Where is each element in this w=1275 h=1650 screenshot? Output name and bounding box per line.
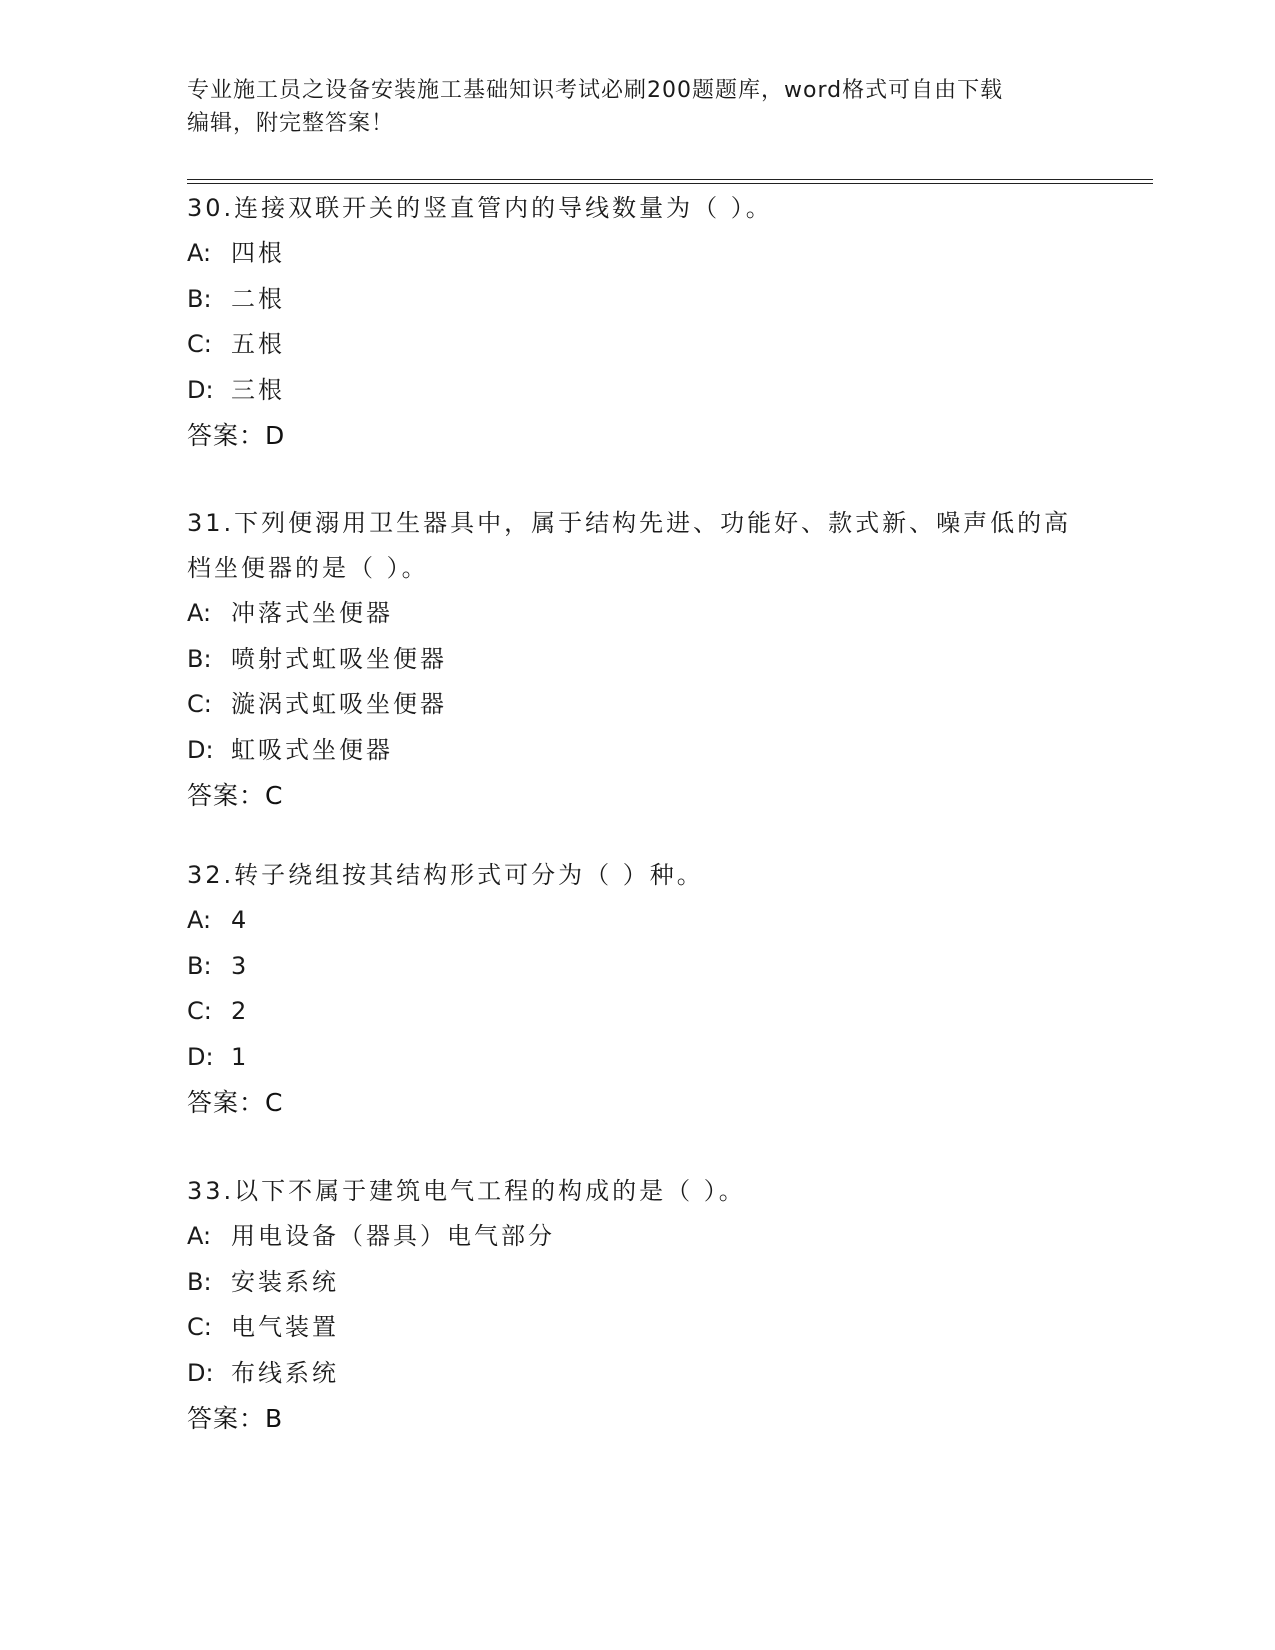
answer-line: 答案：B [187,1404,284,1434]
answer-line: 答案：C [187,1088,284,1118]
header-divider-bottom [187,183,1153,184]
option-letter: A: [187,599,212,627]
option-a [187,231,1087,277]
option-letter: A: [187,239,212,267]
header-line-1: 专业施工员之设备安装施工基础知识考试必刷200题题库，word格式可自由下载 [187,78,1004,103]
option-c [187,682,1087,728]
option-letter: D: [187,375,214,404]
option-b [187,277,1087,323]
option-c [187,322,1087,368]
option-letter: C: [187,1313,212,1342]
option-b [187,637,1087,683]
question-text: 30.连接双联开关的竖直管内的导线数量为（ ）。 [187,194,773,222]
option-text: 电气装置 [231,1313,339,1342]
option-text: 冲落式坐便器 [231,599,393,627]
option-text: 4 [231,906,250,934]
question-30 [187,186,1087,459]
option-text: 布线系统 [231,1358,339,1387]
option-letter: D: [187,1358,214,1387]
option-letter: C: [187,330,212,359]
option-letter: D: [187,1042,214,1071]
question-33 [187,1169,1087,1442]
option-text: 三根 [231,375,285,404]
option-letter: C: [187,997,212,1026]
option-letter: B: [187,284,212,313]
header-line-2: 编辑，附完整答案！ [187,111,395,136]
option-text: 虹吸式坐便器 [231,735,393,764]
header-divider-top [187,179,1153,180]
option-d [187,728,1087,774]
option-text: 3 [231,951,250,980]
document-header [187,74,1067,140]
option-a [187,591,1087,637]
option-c [187,1305,1087,1351]
option-c [187,989,1087,1035]
answer-line: 答案：D [187,421,286,451]
option-text: 四根 [231,239,285,267]
option-letter: A: [187,1222,212,1250]
option-letter: B: [187,1267,212,1296]
option-letter: A: [187,906,212,934]
option-a [187,898,1087,944]
option-letter: D: [187,735,214,764]
answer-line: 答案：C [187,781,284,811]
option-b [187,1260,1087,1306]
question-31 [187,501,1087,819]
option-letter: B: [187,951,212,980]
option-text: 五根 [231,330,285,359]
option-text: 1 [231,1042,250,1071]
option-text: 二根 [231,284,285,313]
option-d [187,1035,1087,1081]
option-text: 漩涡式虹吸坐便器 [231,690,447,719]
option-d [187,1351,1087,1397]
option-text: 用电设备（器具）电气部分 [231,1222,555,1250]
question-text: 33.以下不属于建筑电气工程的构成的是（ ）。 [187,1177,746,1205]
option-a [187,1214,1087,1260]
option-letter: B: [187,644,212,673]
question-text: 32.转子绕组按其结构形式可分为（ ）种。 [187,861,704,889]
option-text: 2 [231,997,250,1026]
option-text: 安装系统 [231,1267,339,1296]
option-b [187,944,1087,990]
question-32 [187,853,1087,1126]
option-d [187,368,1087,414]
option-text: 喷射式虹吸坐便器 [231,644,447,673]
option-letter: C: [187,690,212,719]
question-text: 31.下列便溺用卫生器具中，属于结构先进、功能好、款式新、噪声低的高档坐便器的是（ ）。 [187,509,1072,582]
